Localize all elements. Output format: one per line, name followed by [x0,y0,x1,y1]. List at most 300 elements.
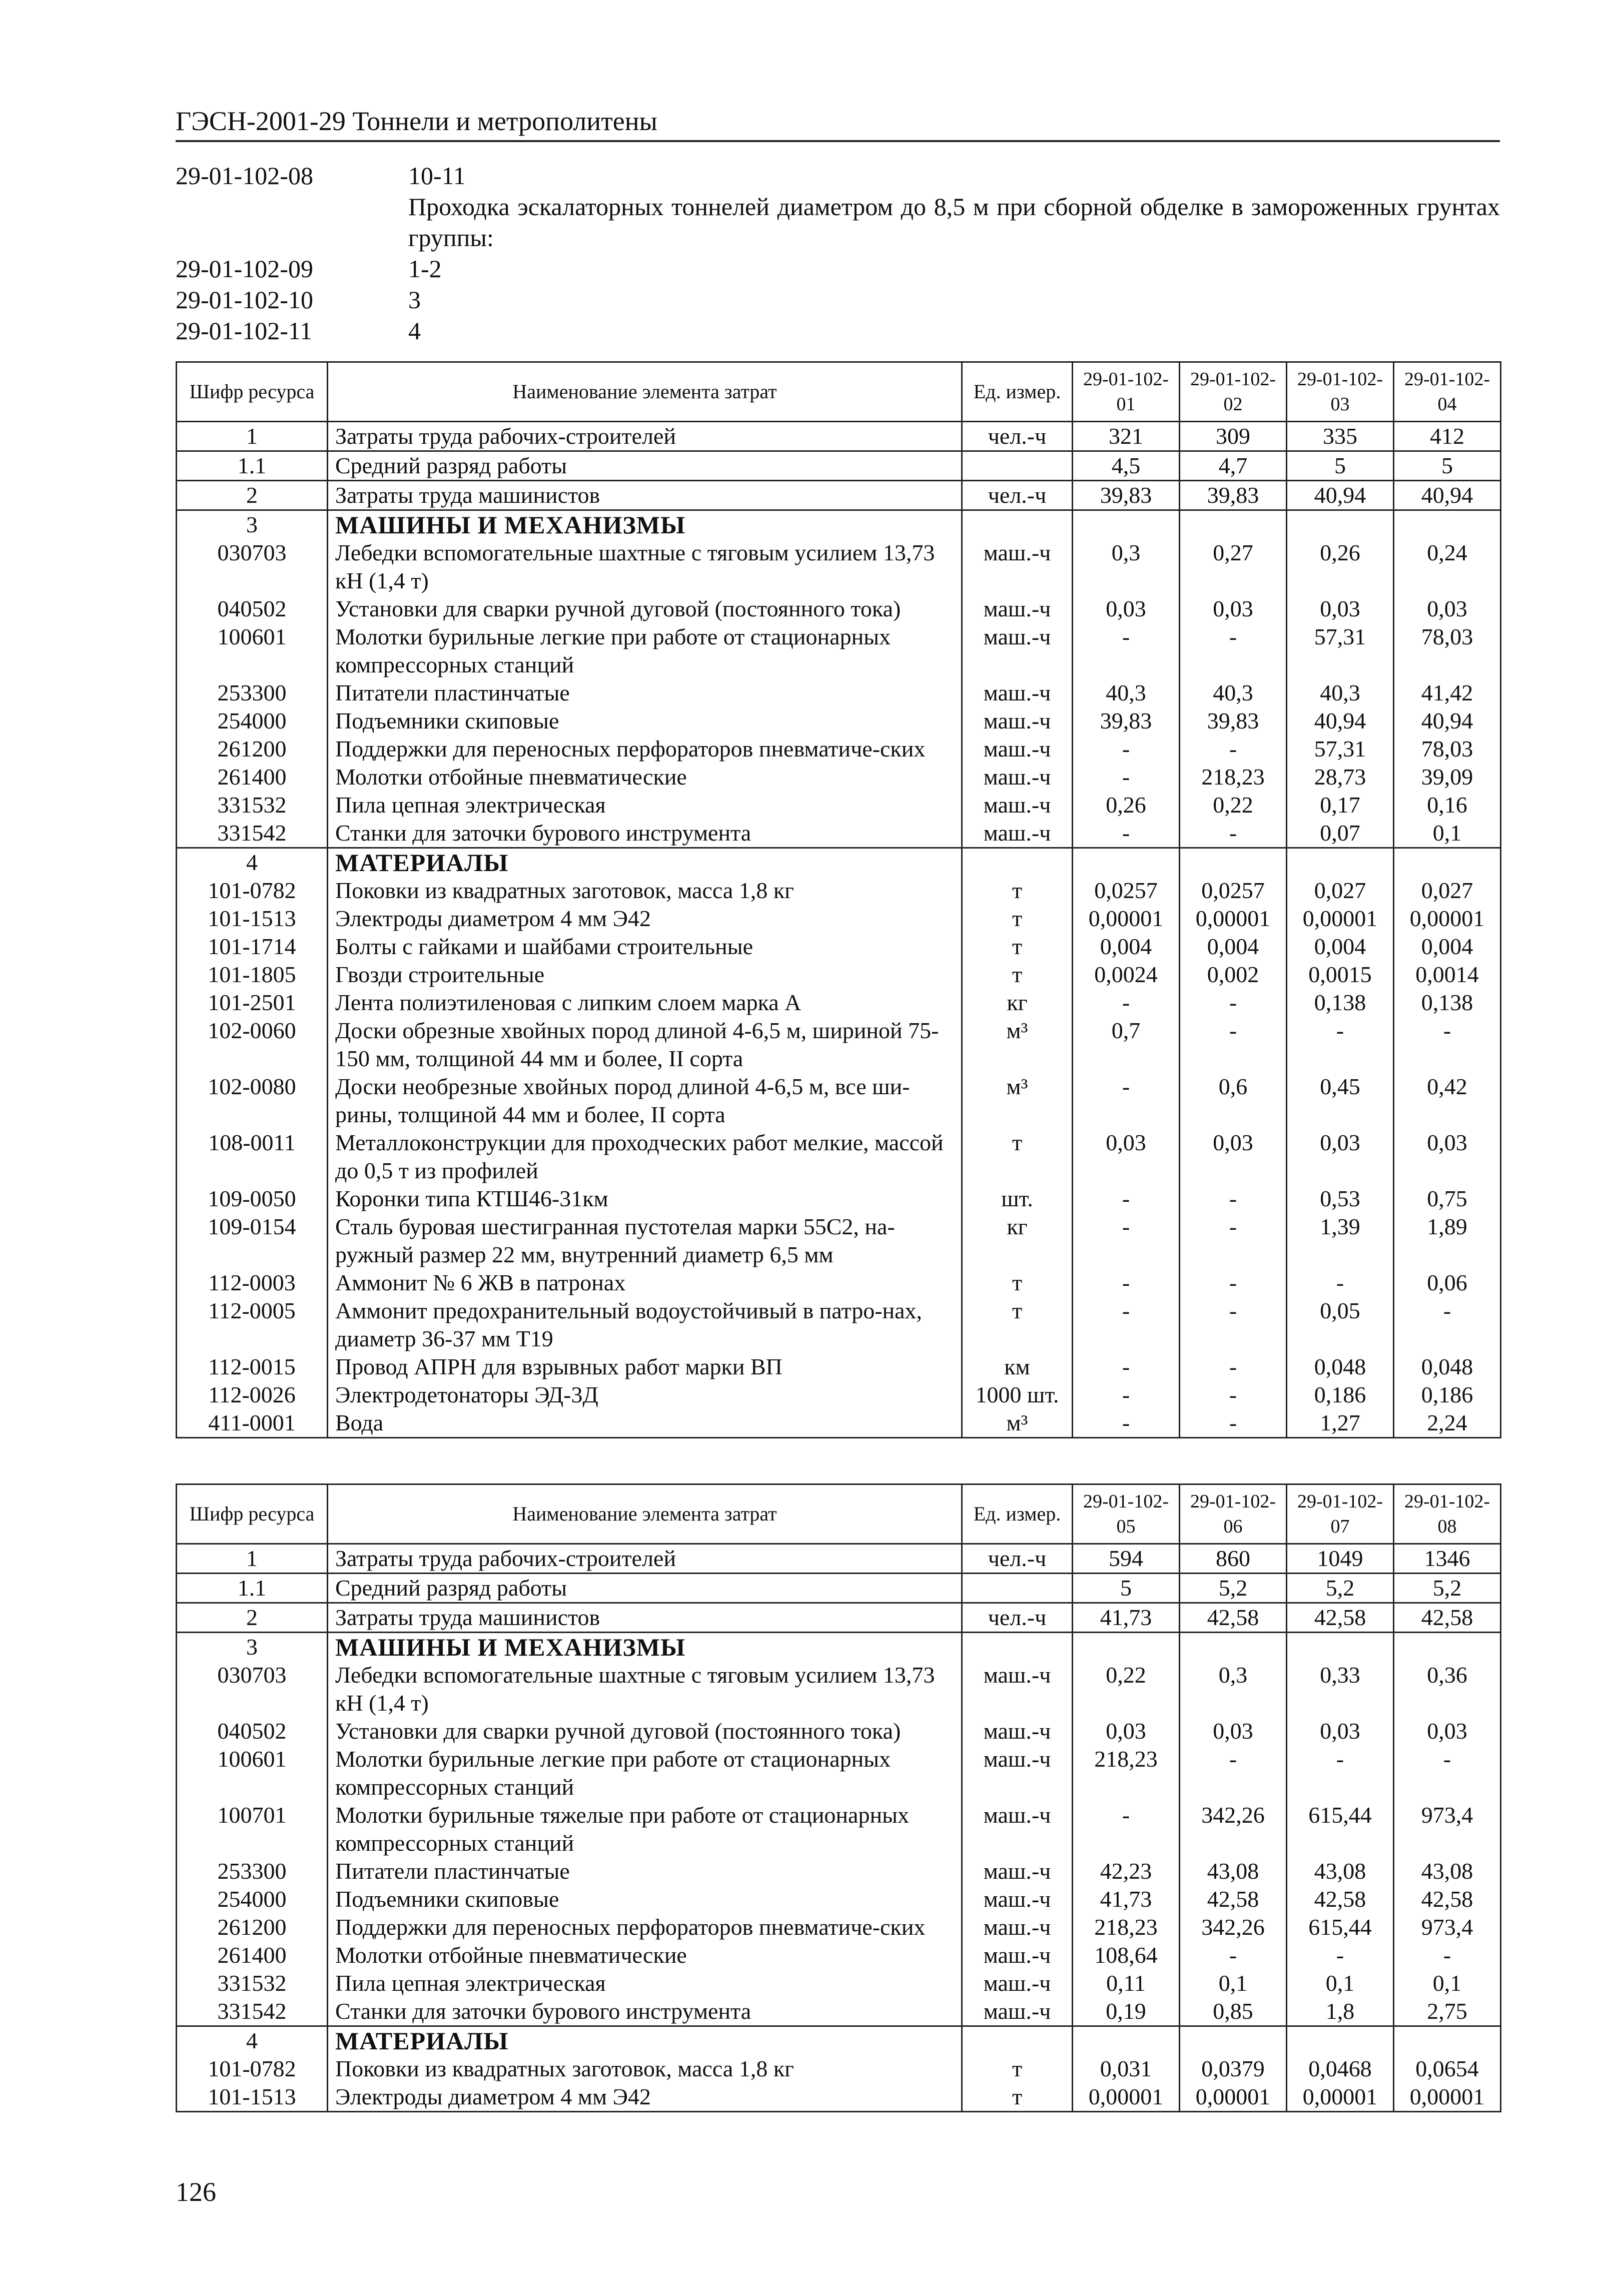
cell-unit: маш.-ч [962,1801,1073,1857]
cell-value: 0,42 [1394,1073,1501,1129]
table-row [177,819,1501,848]
cell-unit: маш.-ч [962,819,1073,848]
cell-name: Пила цепная электрическая [328,791,962,819]
intro-text: 10-11 [408,162,466,190]
cell-value [1394,1633,1501,1662]
cell-value: - [1073,1297,1180,1353]
cell-value: - [1180,1409,1287,1438]
page-number: 126 [176,2177,216,2207]
cell-code: 101-0782 [177,2055,328,2083]
table-row [177,1913,1501,1941]
cell-value: - [1180,1745,1287,1801]
cell-name: Лента полиэтиленовая с липким слоем марка А [328,989,962,1017]
cell-code: 108-0011 [177,1129,328,1185]
cell-value: 0,3 [1180,1661,1287,1717]
intro-line [176,160,1500,191]
cell-value: 4,7 [1180,451,1287,481]
table-row [177,735,1501,763]
cell-name: Питатели пластинчатые [328,679,962,707]
cell-value: 860 [1180,1544,1287,1574]
cell-value: 0,07 [1287,819,1394,848]
cell-code: 4 [177,2026,328,2055]
cell-value: - [1394,1017,1501,1073]
cell-value: 0,85 [1180,1997,1287,2026]
cell-unit: км [962,1353,1073,1381]
cell-value: 0,004 [1394,933,1501,961]
cell-name: Электроды диаметром 4 мм Э42 [328,905,962,933]
intro-line [176,191,1500,253]
cell-code: 411-0001 [177,1409,328,1438]
cell-value: - [1073,819,1180,848]
cell-name: Станки для заточки бурового инструмента [328,819,962,848]
cell-value: 218,23 [1073,1745,1180,1801]
header-norm-col: 29-01-102-04 [1394,362,1501,422]
cell-value: 0,004 [1073,933,1180,961]
cell-value: 39,83 [1180,707,1287,735]
cell-value: 0,53 [1287,1185,1394,1213]
cell-name: Установки для сварки ручной дуговой (постоянного тока) [328,595,962,623]
cell-value: 615,44 [1287,1913,1394,1941]
cell-unit: маш.-ч [962,539,1073,595]
cell-value: 973,4 [1394,1801,1501,1857]
cell-value: 0,186 [1287,1381,1394,1409]
cell-value: 0,03 [1180,595,1287,623]
norms-table-2 [176,1483,1501,2112]
cell-code: 2 [177,481,328,510]
cell-value: 0,0014 [1394,961,1501,989]
cell-value: 2,75 [1394,1997,1501,2026]
cell-value: 0,19 [1073,1997,1180,2026]
cell-value: 42,58 [1180,1885,1287,1913]
table-row [177,1661,1501,1717]
cell-unit: м³ [962,1017,1073,1073]
cell-unit: маш.-ч [962,1745,1073,1801]
cell-value: 5,2 [1180,1574,1287,1603]
section-row [177,1633,1501,1662]
cell-code: 112-0026 [177,1381,328,1409]
cell-value: - [1073,1073,1180,1129]
cell-value [1073,848,1180,877]
cell-unit: маш.-ч [962,707,1073,735]
cell-code: 331532 [177,1969,328,1997]
table-header-row [177,1484,1501,1544]
cell-value: 0,24 [1394,539,1501,595]
cell-unit: чел.-ч [962,1544,1073,1574]
cell-value: 0,7 [1073,1017,1180,1073]
table-row [177,481,1501,510]
cell-value: 40,94 [1287,481,1394,510]
cell-value: 39,83 [1073,481,1180,510]
header-name: Наименование элемента затрат [328,1484,962,1544]
cell-name: Сталь буровая шестигранная пустотелая марки 55С2, на-ружный размер 22 мм, внутренний диаметр 6,5 мм [328,1213,962,1269]
cell-name: Провод АПРН для взрывных работ марки ВП [328,1353,962,1381]
cell-value: 0,27 [1180,539,1287,595]
cell-value: 42,58 [1287,1885,1394,1913]
cell-value: 0,45 [1287,1073,1394,1129]
table-row [177,1603,1501,1633]
cell-name: Электродетонаторы ЭД-3Д [328,1381,962,1409]
cell-unit: т [962,933,1073,961]
cell-value: 342,26 [1180,1801,1287,1857]
cell-name: Молотки бурильные тяжелые при работе от стационарных компрессорных станций [328,1801,962,1857]
cell-value: - [1073,989,1180,1017]
header-code: Шифр ресурса [177,1484,328,1544]
cell-value [1394,848,1501,877]
cell-value: 0,0654 [1394,2055,1501,2083]
cell-value: 0,36 [1394,1661,1501,1717]
cell-value: 0,00001 [1073,2083,1180,2112]
cell-value: - [1180,1017,1287,1073]
cell-value: 43,08 [1394,1857,1501,1885]
cell-unit: маш.-ч [962,1997,1073,2026]
cell-unit: маш.-ч [962,1661,1073,1717]
cell-name: Молотки бурильные легкие при работе от стационарных компрессорных станций [328,1745,962,1801]
table-row [177,1997,1501,2026]
table-row [177,1574,1501,1603]
table-row [177,763,1501,791]
cell-unit: маш.-ч [962,1857,1073,1885]
cell-value: 0,26 [1287,539,1394,595]
cell-code: 030703 [177,1661,328,1717]
cell-value: 0,05 [1287,1297,1394,1353]
table-row [177,422,1501,451]
table-row [177,1717,1501,1745]
cell-value: 0,004 [1180,933,1287,961]
cell-unit: т [962,905,1073,933]
header-name: Наименование элемента затрат [328,362,962,422]
intro-code: 29-01-102-09 [176,255,313,283]
cell-unit: кг [962,989,1073,1017]
cell-name: Поддержки для переносных перфораторов пневматиче-ских [328,1913,962,1941]
section-row [177,848,1501,877]
cell-name: Затраты труда машинистов [328,481,962,510]
page-header: ГЭСН-2001-29 Тоннели и метрополитены [176,105,1500,142]
cell-value: 1346 [1394,1544,1501,1574]
cell-value: 0,048 [1287,1353,1394,1381]
cell-value [1287,848,1394,877]
cell-code: 101-1714 [177,933,328,961]
cell-unit: маш.-ч [962,679,1073,707]
cell-code: 1 [177,422,328,451]
cell-value: 0,00001 [1287,905,1394,933]
cell-name: Питатели пластинчатые [328,1857,962,1885]
cell-value: 0,1 [1394,1969,1501,1997]
cell-value [1287,510,1394,539]
cell-value: - [1180,819,1287,848]
cell-value: 0,06 [1394,1269,1501,1297]
cell-name: Пила цепная электрическая [328,1969,962,1997]
table-row [177,1297,1501,1353]
cell-value: 0,0379 [1180,2055,1287,2083]
cell-value: 5 [1394,451,1501,481]
cell-unit: т [962,2055,1073,2083]
cell-value: - [1180,1213,1287,1269]
cell-unit [962,510,1073,539]
cell-value [1073,2026,1180,2055]
cell-code: 331542 [177,1997,328,2026]
cell-value [1180,2026,1287,2055]
table-row [177,1185,1501,1213]
intro-text: 1-2 [408,255,442,283]
cell-value: 40,3 [1073,679,1180,707]
cell-value: 40,94 [1394,481,1501,510]
cell-code: 100601 [177,623,328,679]
cell-value: - [1073,1353,1180,1381]
cell-code: 261400 [177,1941,328,1969]
table-row [177,1269,1501,1297]
cell-value: 0,03 [1073,1717,1180,1745]
cell-value: 5 [1073,1574,1180,1603]
table-row [177,2083,1501,2112]
intro-line [176,284,1500,315]
header-norm-col: 29-01-102-05 [1073,1484,1180,1544]
cell-unit [962,2026,1073,2055]
cell-name: Затраты труда рабочих-строителей [328,1544,962,1574]
cell-name: Лебедки вспомогательные шахтные с тяговым усилием 13,73 кН (1,4 т) [328,539,962,595]
cell-code: 1.1 [177,451,328,481]
cell-unit [962,1633,1073,1662]
intro-code [176,191,408,253]
cell-value: 0,186 [1394,1381,1501,1409]
cell-name: Доски необрезные хвойных пород длиной 4-6,5 м, все ши-рины, толщиной 44 мм и более, II сорта [328,1073,962,1129]
cell-code: 101-2501 [177,989,328,1017]
cell-value: - [1073,1409,1180,1438]
cell-value: 0,0024 [1073,961,1180,989]
cell-value: - [1394,1941,1501,1969]
cell-value: 0,00001 [1073,905,1180,933]
intro-block [176,160,1500,346]
cell-name: Подъемники скиповые [328,707,962,735]
cell-value: 0,00001 [1394,905,1501,933]
cell-value: 309 [1180,422,1287,451]
cell-value: 5,2 [1287,1574,1394,1603]
cell-unit: т [962,2083,1073,2112]
cell-value: - [1180,1185,1287,1213]
cell-value: 0,03 [1394,595,1501,623]
cell-value: - [1073,1801,1180,1857]
cell-name: Установки для сварки ручной дуговой (постоянного тока) [328,1717,962,1745]
cell-name: МАШИНЫ И МЕХАНИЗМЫ [328,510,962,539]
cell-code: 100701 [177,1801,328,1857]
cell-value: 412 [1394,422,1501,451]
table-row [177,1213,1501,1269]
cell-value: 0,03 [1180,1129,1287,1185]
header-unit: Ед. измер. [962,362,1073,422]
cell-value: - [1287,1269,1394,1297]
cell-value: - [1180,1353,1287,1381]
cell-unit [962,1574,1073,1603]
cell-unit: маш.-ч [962,623,1073,679]
cell-unit: м³ [962,1409,1073,1438]
intro-code: 29-01-102-08 [176,162,313,190]
header-norm-col: 29-01-102-06 [1180,1484,1287,1544]
cell-value [1073,1633,1180,1662]
cell-unit: 1000 шт. [962,1381,1073,1409]
cell-value: - [1073,763,1180,791]
cell-code: 040502 [177,595,328,623]
cell-value: - [1073,1213,1180,1269]
cell-value: 0,1 [1180,1969,1287,1997]
cell-unit [962,848,1073,877]
cell-value: 43,08 [1287,1857,1394,1885]
cell-code: 253300 [177,679,328,707]
cell-value: 28,73 [1287,763,1394,791]
cell-value: 0,11 [1073,1969,1180,1997]
cell-value: - [1394,1297,1501,1353]
table-row [177,595,1501,623]
cell-value: 1,27 [1287,1409,1394,1438]
cell-name: Вода [328,1409,962,1438]
cell-value: 615,44 [1287,1801,1394,1857]
cell-value: 43,08 [1180,1857,1287,1885]
cell-name: Молотки отбойные пневматические [328,763,962,791]
cell-unit: т [962,961,1073,989]
cell-code: 109-0154 [177,1213,328,1269]
cell-unit: маш.-ч [962,1969,1073,1997]
cell-value: - [1287,1941,1394,1969]
cell-value: 5 [1287,451,1394,481]
cell-value: 42,58 [1394,1885,1501,1913]
table-row [177,1381,1501,1409]
cell-name: Поковки из квадратных заготовок, масса 1,8 кг [328,877,962,905]
cell-value: 218,23 [1180,763,1287,791]
intro-text: 4 [408,317,421,345]
cell-unit: маш.-ч [962,595,1073,623]
intro-line [176,315,1500,346]
cell-unit: чел.-ч [962,481,1073,510]
intro-line [176,253,1500,284]
cell-value: 40,3 [1180,679,1287,707]
cell-unit: м³ [962,1073,1073,1129]
table-row [177,1857,1501,1885]
table-row [177,989,1501,1017]
cell-code: 102-0080 [177,1073,328,1129]
cell-value: 0,03 [1073,1129,1180,1185]
table-row [177,539,1501,595]
cell-unit: маш.-ч [962,1885,1073,1913]
cell-name: Затраты труда машинистов [328,1603,962,1633]
table-row [177,933,1501,961]
cell-name: Электроды диаметром 4 мм Э42 [328,2083,962,2112]
cell-unit: т [962,1297,1073,1353]
cell-value: - [1180,989,1287,1017]
cell-unit: маш.-ч [962,735,1073,763]
cell-name: Коронки типа КТШ46-31км [328,1185,962,1213]
cell-code: 2 [177,1603,328,1633]
cell-unit: т [962,1269,1073,1297]
cell-name: Аммонит предохранительный водоустойчивый в патро-нах, диаметр 36-37 мм Т19 [328,1297,962,1353]
cell-value: - [1287,1017,1394,1073]
cell-value: - [1073,1269,1180,1297]
table-row [177,451,1501,481]
cell-code: 109-0050 [177,1185,328,1213]
cell-unit: кг [962,1213,1073,1269]
cell-unit: т [962,877,1073,905]
cell-value [1287,1633,1394,1662]
table-row [177,623,1501,679]
section-row [177,2026,1501,2055]
cell-name: Молотки бурильные легкие при работе от стационарных компрессорных станций [328,623,962,679]
cell-value: 41,42 [1394,679,1501,707]
cell-value: 57,31 [1287,623,1394,679]
cell-value: 0,03 [1394,1717,1501,1745]
cell-value: 42,58 [1287,1603,1394,1633]
norms-table-1 [176,361,1501,1438]
cell-code: 102-0060 [177,1017,328,1073]
table-row [177,2055,1501,2083]
cell-value: 0,048 [1394,1353,1501,1381]
cell-value: 41,73 [1073,1603,1180,1633]
cell-code: 261200 [177,735,328,763]
cell-value: 0,0468 [1287,2055,1394,2083]
cell-name: МАТЕРИАЛЫ [328,2026,962,2055]
header-norm-col: 29-01-102-07 [1287,1484,1394,1544]
cell-value: 0,004 [1287,933,1394,961]
cell-value: - [1073,735,1180,763]
cell-code: 101-1805 [177,961,328,989]
table-row [177,1353,1501,1381]
cell-code: 261200 [177,1913,328,1941]
cell-value: 0,00001 [1180,905,1287,933]
header-unit: Ед. измер. [962,1484,1073,1544]
table-row [177,1745,1501,1801]
cell-value: 321 [1073,422,1180,451]
cell-unit: маш.-ч [962,1941,1073,1969]
cell-value: 40,94 [1287,707,1394,735]
cell-code: 254000 [177,1885,328,1913]
cell-value: 108,64 [1073,1941,1180,1969]
cell-value: 0,03 [1394,1129,1501,1185]
cell-value: 594 [1073,1544,1180,1574]
cell-value [1180,510,1287,539]
cell-value: - [1073,1381,1180,1409]
cell-code: 112-0015 [177,1353,328,1381]
cell-value: 0,16 [1394,791,1501,819]
table-row [177,1073,1501,1129]
cell-code: 030703 [177,539,328,595]
cell-value: 4,5 [1073,451,1180,481]
cell-value: 0,03 [1073,595,1180,623]
cell-unit: маш.-ч [962,791,1073,819]
cell-value: 2,24 [1394,1409,1501,1438]
cell-name: Доски обрезные хвойных пород длиной 4-6,5 м, шириной 75-150 мм, толщиной 44 мм и более, II сорта [328,1017,962,1073]
cell-value: 0,03 [1180,1717,1287,1745]
cell-value: 0,00001 [1180,2083,1287,2112]
cell-code: 112-0005 [177,1297,328,1353]
cell-unit: чел.-ч [962,1603,1073,1633]
cell-value: 39,83 [1073,707,1180,735]
header-norm-col: 29-01-102-02 [1180,362,1287,422]
cell-code: 112-0003 [177,1269,328,1297]
header-norm-col: 29-01-102-01 [1073,362,1180,422]
cell-value [1287,2026,1394,2055]
table-row [177,1801,1501,1857]
cell-value: 0,03 [1287,595,1394,623]
cell-value: 0,3 [1073,539,1180,595]
cell-name: Лебедки вспомогательные шахтные с тяговым усилием 13,73 кН (1,4 т) [328,1661,962,1717]
cell-name: Подъемники скиповые [328,1885,962,1913]
cell-value: 0,1 [1287,1969,1394,1997]
cell-unit [962,451,1073,481]
cell-name: Средний разряд работы [328,1574,962,1603]
cell-value: 0,1 [1394,819,1501,848]
cell-unit: т [962,1129,1073,1185]
cell-value: 342,26 [1180,1913,1287,1941]
table-header-row [177,362,1501,422]
cell-value: 0,0257 [1073,877,1180,905]
cell-code: 331542 [177,819,328,848]
cell-value: 1049 [1287,1544,1394,1574]
